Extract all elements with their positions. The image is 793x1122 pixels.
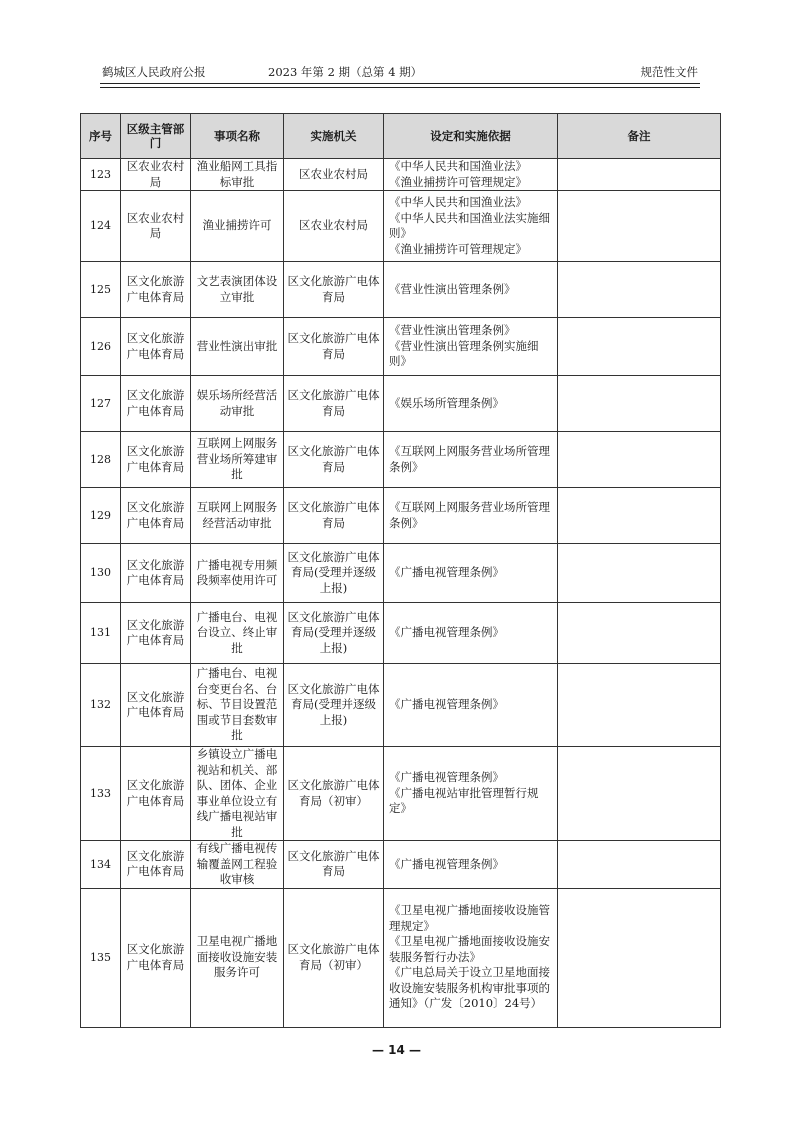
cell-basis (384, 159, 558, 191)
cell-no: 129 (81, 488, 121, 544)
basis-line: 《娱乐场所管理条例》 (389, 395, 504, 410)
basis-line: 《广播电视站审批管理暂行规定》 (389, 785, 539, 816)
cell-dept: 区文化旅游广电体育局 (121, 376, 191, 432)
basis-line: 《互联网上网服务营业场所管理条例》 (389, 500, 550, 530)
cell-dept: 区文化旅游广电体育局 (121, 544, 191, 603)
cell-dept: 区文化旅游广电体育局 (121, 664, 191, 747)
cell-note (558, 544, 721, 603)
approval-items-table (80, 113, 721, 1028)
cell-dept: 区文化旅游广电体育局 (121, 603, 191, 664)
cell-agency: 区农业农村局 (284, 191, 384, 262)
cell-basis (384, 318, 558, 376)
basis-line: 《中华人民共和国渔业法》 (389, 159, 527, 173)
cell-item: 广播电视专用频段频率使用许可 (191, 544, 284, 603)
section-title: 规范性文件 (640, 65, 698, 79)
page-header (100, 64, 700, 82)
basis-line: 《广电总局关于设立卫星地面接收设施安装服务机构审批事项的通知》（广发〔2010〕24号） (389, 965, 550, 1011)
cell-item: 有线广播电视传输覆盖网工程验收审核 (191, 841, 284, 889)
cell-note (558, 888, 721, 1027)
cell-basis (384, 488, 558, 544)
cell-note (558, 664, 721, 747)
cell-no: 128 (81, 432, 121, 488)
cell-note (558, 318, 721, 376)
cell-basis (384, 603, 558, 664)
cell-basis (384, 262, 558, 318)
col-header-dept: 区级主管部门 (121, 114, 191, 159)
cell-dept: 区文化旅游广电体育局 (121, 432, 191, 488)
basis-line: 《卫星电视广播地面接收设施安装服务暂行办法》 (389, 934, 550, 964)
cell-agency: 区文化旅游广电体育局 (284, 262, 384, 318)
table-row (81, 318, 721, 376)
cell-item: 卫星电视广播地面接收设施安装服务许可 (191, 888, 284, 1027)
basis-line: 《广播电视管理条例》 (389, 856, 504, 871)
basis-line: 《渔业捕捞许可管理规定》 (389, 241, 527, 256)
cell-no: 132 (81, 664, 121, 747)
cell-no: 125 (81, 262, 121, 318)
cell-dept: 区农业农村局 (121, 191, 191, 262)
cell-agency: 区文化旅游广电体育局（初审） (284, 888, 384, 1027)
cell-item: 互联网上网服务经营活动审批 (191, 488, 284, 544)
table-header-row (81, 114, 721, 159)
table-row (81, 841, 721, 889)
cell-note (558, 376, 721, 432)
cell-item: 营业性演出审批 (191, 318, 284, 376)
col-header-note: 备注 (558, 114, 721, 159)
basis-line: 《广播电视管理条例》 (389, 697, 504, 712)
cell-dept: 区农业农村局 (121, 159, 191, 191)
cell-dept: 区文化旅游广电体育局 (121, 747, 191, 841)
cell-dept: 区文化旅游广电体育局 (121, 888, 191, 1027)
cell-item: 乡镇设立广播电视站和机关、部队、团体、企业事业单位设立有线广播电视站审批 (191, 747, 284, 841)
table-row (81, 888, 721, 1027)
cell-agency: 区文化旅游广电体育局 (284, 376, 384, 432)
col-header-basis: 设定和实施依据 (384, 114, 558, 159)
table-row (81, 432, 721, 488)
cell-item: 娱乐场所经营活动审批 (191, 376, 284, 432)
header-rule-thin (100, 87, 700, 88)
table-row (81, 747, 721, 841)
cell-basis (384, 747, 558, 841)
cell-dept: 区文化旅游广电体育局 (121, 318, 191, 376)
cell-no: 134 (81, 841, 121, 889)
basis-line: 《互联网上网服务营业场所管理条例》 (389, 444, 550, 474)
cell-note (558, 159, 721, 191)
cell-agency: 区文化旅游广电体育局 (284, 841, 384, 889)
cell-item: 广播电台、电视台变更台名、台标、节目设置范围或节目套数审批 (191, 664, 284, 747)
table-row (81, 191, 721, 262)
cell-no: 131 (81, 603, 121, 664)
cell-note (558, 747, 721, 841)
table-row (81, 603, 721, 664)
cell-no: 126 (81, 318, 121, 376)
cell-basis (384, 664, 558, 747)
cell-item: 文艺表演团体设立审批 (191, 262, 284, 318)
cell-agency: 区文化旅游广电体育局 (284, 318, 384, 376)
cell-note (558, 432, 721, 488)
cell-no: 127 (81, 376, 121, 432)
cell-dept: 区文化旅游广电体育局 (121, 841, 191, 889)
table-row (81, 262, 721, 318)
cell-agency: 区文化旅游广电体育局(受理并逐级上报) (284, 664, 384, 747)
cell-item: 广播电台、电视台设立、终止审批 (191, 603, 284, 664)
basis-line: 《卫星电视广播地面接收设施管理规定》 (389, 903, 550, 933)
basis-line: 《营业性演出管理条例实施细则》 (389, 338, 539, 369)
col-header-item: 事项名称 (191, 114, 284, 159)
cell-basis (384, 376, 558, 432)
table-row (81, 544, 721, 603)
cell-note (558, 262, 721, 318)
cell-basis (384, 888, 558, 1027)
cell-agency: 区文化旅游广电体育局(受理并逐级上报) (284, 603, 384, 664)
cell-no: 130 (81, 544, 121, 603)
cell-no: 124 (81, 191, 121, 262)
cell-basis (384, 432, 558, 488)
cell-basis (384, 544, 558, 603)
cell-agency: 区农业农村局 (284, 159, 384, 191)
cell-dept: 区文化旅游广电体育局 (121, 262, 191, 318)
col-header-agency: 实施机关 (284, 114, 384, 159)
cell-agency: 区文化旅游广电体育局(受理并逐级上报) (284, 544, 384, 603)
cell-item: 渔业船网工具指标审批 (191, 159, 284, 191)
cell-note (558, 603, 721, 664)
header-rule-thick (100, 83, 700, 84)
basis-line: 《渔业捕捞许可管理规定》 (389, 174, 527, 189)
page-number: — 14 — (371, 1043, 422, 1057)
issue-number: 2023 年第 2 期（总第 4 期） (268, 65, 423, 79)
basis-line: 《营业性演出管理条例》 (389, 323, 516, 338)
cell-note (558, 191, 721, 262)
basis-line: 《中华人民共和国渔业法》 (389, 195, 527, 209)
basis-line: 《广播电视管理条例》 (389, 625, 504, 640)
cell-basis (384, 841, 558, 889)
table-body (81, 159, 721, 1028)
table-row (81, 664, 721, 747)
cell-item: 渔业捕捞许可 (191, 191, 284, 262)
basis-line: 《广播电视管理条例》 (389, 770, 504, 785)
cell-agency: 区文化旅游广电体育局（初审） (284, 747, 384, 841)
basis-line: 《中华人民共和国渔业法实施细则》 (389, 210, 550, 240)
cell-dept: 区文化旅游广电体育局 (121, 488, 191, 544)
cell-item: 互联网上网服务营业场所筹建审批 (191, 432, 284, 488)
cell-no: 135 (81, 888, 121, 1027)
col-header-no: 序号 (81, 114, 121, 159)
cell-no: 133 (81, 747, 121, 841)
publication-title: 鹤城区人民政府公报 (102, 65, 206, 79)
cell-note (558, 488, 721, 544)
cell-basis (384, 191, 558, 262)
basis-line: 《广播电视管理条例》 (389, 565, 504, 580)
table-row (81, 159, 721, 191)
cell-no: 123 (81, 159, 121, 191)
cell-note (558, 841, 721, 889)
cell-agency: 区文化旅游广电体育局 (284, 488, 384, 544)
table-row (81, 376, 721, 432)
cell-agency: 区文化旅游广电体育局 (284, 432, 384, 488)
basis-line: 《营业性演出管理条例》 (389, 281, 516, 296)
table-row (81, 488, 721, 544)
